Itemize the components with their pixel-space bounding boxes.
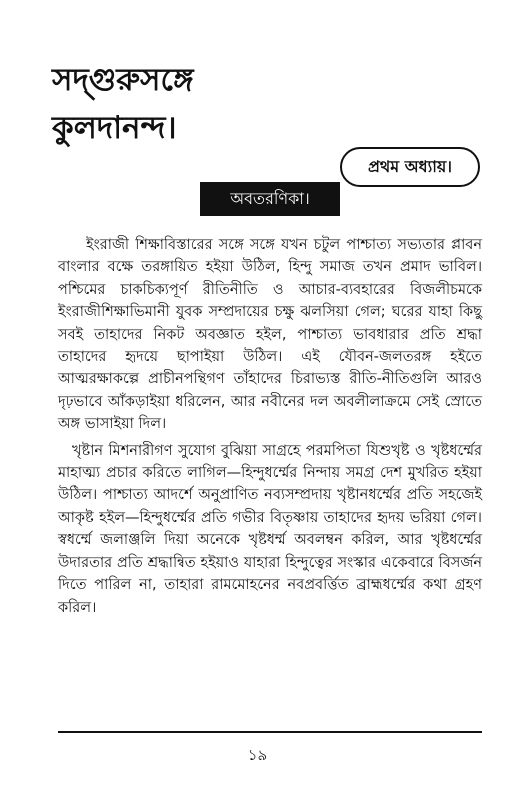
body-text — [58, 234, 482, 619]
paragraph: ইংরাজী শিক্ষাবিস্তারের সঙ্গে সঙ্গে যখন চটুল পাশ্চাত্য সভ্যতার প্লাবন বাংলার বক্ষে তরঙ্গায়িত হইয়া উঠিল, হিন্দু সমাজ তখন প্রমাদ ভাবিল। পশ্চিমের চাকচিক্যপূর্ণ রীতিনীতি ও আচার-ব্যবহারের বিজলীচমকে ইংরাজীশিক্ষাভিমানী যুবক সম্প্রদায়ের চক্ষু ঝলসিয়া গেল; ঘরের যাহা কিছু সবই তাহাদের নিকট অবজ্ঞাত হইল, পাশ্চাত্য ভাবধারার প্রতি শ্রদ্ধা তাহাদের হৃদয়ে ছাপাইয়া উঠিল। এই যৌবন-জলতরঙ্গ হইতে আত্মরক্ষাকল্পে প্রাচীনপন্থিগণ তাঁহাদের চিরাভ্যস্ত রীতি-নীতিগুলি আরও দৃঢ়ভাবে আঁকড়াইয়া ধরিলেন, আর নবীনের দল অবলীলাক্রমে সেই স্রোতে অঙ্গ ভাসাইয়া দিল। — [58, 237, 482, 433]
book-title-line-1: সদ্গুরুসঙ্গে — [52, 62, 194, 98]
chapter-label: প্রথম অধ্যায়। — [340, 147, 480, 187]
section-heading: অবতরণিকা। — [200, 182, 340, 216]
footer-divider — [58, 731, 482, 733]
book-title-line-2: কুলদানন্দ। — [52, 110, 177, 146]
paragraph: খৃষ্টান মিশনারীগণ সুযোগ বুঝিয়া সাগ্রহে পরমপিতা যিশুখৃষ্ট ও খৃষ্টধর্ম্মের মাহাত্ম্য প্রচার করিতে লাগিল—হিন্দুধর্ম্মের নিন্দায় সমগ্র দেশ মুখরিত হইয়া উঠিল। পাশ্চাত্য আদর্শে অনুপ্রাণিত নব্যসম্প্রদায় খৃষ্টানধর্ম্মের প্রতি সহজেই আকৃষ্ট হইল—হিন্দুধর্ম্মের প্রতি গভীর বিতৃষ্ণায় তাহাদের হৃদয় ভরিয়া গেল। স্বধর্ম্মে জলাঞ্জলি দিয়া অনেকে খৃষ্টধর্ম্ম অবলম্বন করিল, আর খৃষ্টধর্ম্মের উদারতার প্রতি শ্রদ্ধান্বিত হইয়াও যাহারা হিন্দুত্বের সংস্কার একেবারে বিসর্জন দিতে পারিল না, তাহারা রামমোহনের নবপ্রবর্ত্তিত ব্রাহ্মধর্ম্মের কথা গ্রহণ করিল। — [58, 442, 482, 616]
page-number: ১৯ — [247, 746, 268, 764]
